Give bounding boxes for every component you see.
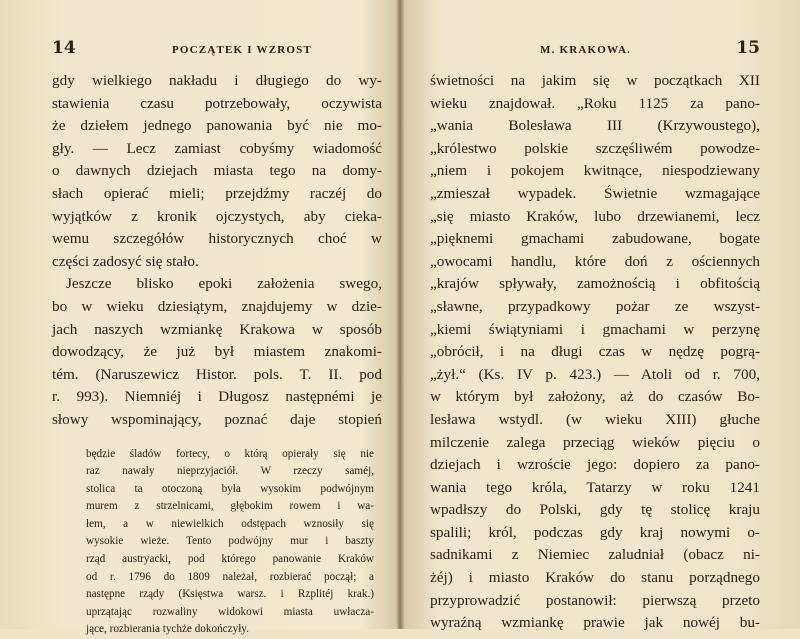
text-line: milczenie zalega przeciąg wieków pięciu o: [430, 432, 760, 455]
text-line: o dawnych dziejach miasta tego na domy-: [52, 160, 382, 183]
text-line: r. 993). Niemniéj i Długosz następnémi je: [52, 386, 382, 409]
footnote-line: łem, a w niewielkich odstępach wznosiły się: [86, 516, 374, 534]
text-line: sadnikami z Niemiec zaludniał (obacz ni-: [430, 544, 760, 567]
footnote-line: jące, rozbierania tychże dokończyły.: [86, 621, 374, 639]
footnote: [86, 446, 374, 639]
text-line: wania tego króla, Tatarzy w roku 1241: [430, 477, 760, 500]
text-line: „się miasto Kraków, lubo drzewianemi, lecz: [430, 206, 760, 229]
right-page-number: 15: [736, 38, 760, 58]
footnote-line: murem z strzelnicami, głębokim rowem i wa-: [86, 498, 374, 516]
text-line: „żył.“ (Ks. IV p. 423.) — Atoli od r. 700,: [430, 364, 760, 387]
text-line: „wania Bolesława III (Krzywoustego),: [430, 115, 760, 138]
right-page: [400, 0, 800, 629]
left-running-head: [52, 38, 382, 62]
footnote-line: będzie śladów fortecy, o którą opierały się nie: [86, 446, 374, 464]
footnote-line: wysokie wieże. Tento podwójny mur i baszty: [86, 533, 374, 551]
text-line: wpadłszy do Polski, gdy tę stolicę kraju: [430, 499, 760, 522]
text-line: „owocami handlu, które doń z ościennych: [430, 251, 760, 274]
text-line: części zadosyć się stało.: [52, 251, 382, 274]
right-running-title: M. KRAKOWA.: [540, 44, 631, 56]
footnote-line: stolica ta otoczoną była wysokim podwójnym: [86, 481, 374, 499]
text-line: „zmieszał wypadek. Świetnie wzmagające: [430, 183, 760, 206]
footnote-line: raz nawały nieprzyjaciół. W rzeczy saméj,: [86, 463, 374, 481]
footnote-line: rząd austryacki, pod którego panowanie Kraków: [86, 551, 374, 569]
text-line: wyjątków z kronik ojczystych, aby cieka-: [52, 206, 382, 229]
text-line: „obrócił, i na długi czas w nędzę pogrą-: [430, 341, 760, 364]
text-line: tém. (Naruszewicz Histor. pols. T. II. pod: [52, 364, 382, 387]
text-line: „królestwo polskie szczęśliwém powodze-: [430, 138, 760, 161]
text-line: wieku znajdował. „Roku 1125 za pano-: [430, 93, 760, 116]
text-line: wyraźną wzmiankę prawie jak nowéj bu-: [430, 612, 760, 635]
text-line: żéj) i miasto Kraków do stanu porządnego: [430, 567, 760, 590]
text-line: stawienia czasu potrzebowały, oczywista: [52, 93, 382, 116]
footnote-line: uprzątając rozwaliny widokowi miasta uwłacza-: [86, 604, 374, 622]
left-running-title: POCZĄTEK I WZROST: [172, 44, 312, 56]
text-line: „kiemi świątyniami i gmachami w perzynę: [430, 319, 760, 342]
left-page-number: 14: [52, 38, 76, 58]
text-line: przyprowadzić postanowił: pierwszą przeto: [430, 590, 760, 613]
text-line: słowy wspominający, poznać daje stopień: [52, 409, 382, 432]
footnote-line: następne rządy (Księstwa warsz. i Rzplitéj krak.): [86, 586, 374, 604]
text-line: słach opierać mieli; przejdźmy raczéj do: [52, 183, 382, 206]
text-line: dowodzący, że już był miastem znakomi-: [52, 341, 382, 364]
text-line: spalili; król, podczas gdy kraj nowymi o-: [430, 522, 760, 545]
text-line: „sławne, przypadkowy pożar ze wszyst-: [430, 296, 760, 319]
text-line: gdy wielkiego nakładu i długiego do wy-: [52, 70, 382, 93]
text-line: wemu szczegółów historycznych choć w: [52, 228, 382, 251]
text-line: dziejach i wzroście jego: dopiero za pano-: [430, 454, 760, 477]
footnote-line: od r. 1796 do 1809 należał, rozbierać począł; a: [86, 569, 374, 587]
text-line: lesława wstydl. (w wieku XIII) głuche: [430, 409, 760, 432]
text-line: świetności na jakim się w początkach XII: [430, 70, 760, 93]
text-line: jach naszych wzmiankę Krakowa w sposób: [52, 319, 382, 342]
text-line: „krajów spływały, zamożnością i obfitością: [430, 273, 760, 296]
text-line: bo w wieku dziesiątym, znajdujemy w dzie-: [52, 296, 382, 319]
left-body-text: [52, 70, 382, 432]
left-page: [0, 0, 400, 629]
right-body-text: [430, 70, 760, 635]
text-line: w którym był założony, aż do czasów Bo-: [430, 386, 760, 409]
text-line: gły. — Lecz zamiast cobyśmy wiadomość: [52, 138, 382, 161]
text-line: Jeszcze blisko epoki założenia swego,: [52, 273, 382, 296]
text-line: „pięknemi gmachami zabudowane, bogate: [430, 228, 760, 251]
right-running-head: [430, 38, 760, 62]
text-line: że dziełem jednego panowania być nie mo-: [52, 115, 382, 138]
text-line: „niem i pokojem kwitnące, niespodziewany: [430, 160, 760, 183]
